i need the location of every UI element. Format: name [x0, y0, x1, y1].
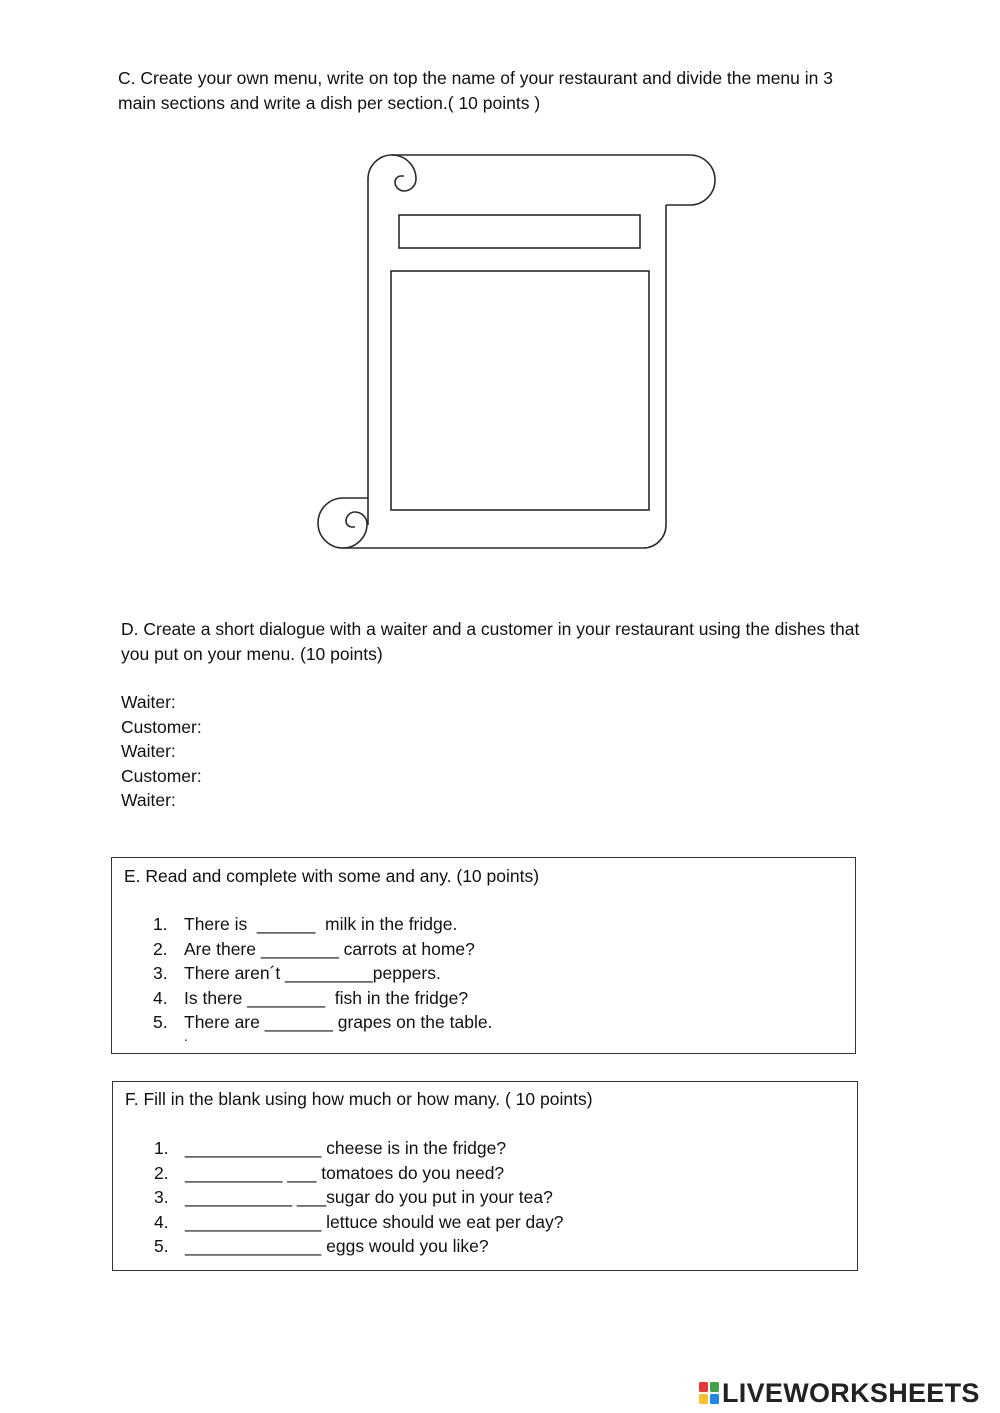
item-number: 1. [153, 914, 168, 934]
item-number: 3. [154, 1187, 169, 1207]
item-text: __________ ___ tomatoes do you need? [185, 1162, 505, 1183]
item-number: 3. [153, 963, 168, 983]
stray-period-mark: . [184, 1028, 188, 1044]
item-number: 1. [154, 1138, 169, 1158]
section-c-line-1: C. Create your own menu, write on top the name of your restaurant and divide the menu in 3 [118, 68, 833, 88]
item-text: There is ______ milk in the fridge. [184, 914, 458, 934]
section-f-box [112, 1081, 858, 1271]
menu-sections-box [391, 271, 649, 510]
item-number: 2. [153, 938, 168, 959]
liveworksheets-logo-icon [698, 1381, 720, 1405]
scroll-left-edge [368, 155, 392, 525]
section-e-title: E. Read and complete with some and any. (10 points) [124, 866, 540, 886]
section-d-instructions [121, 617, 859, 667]
section-d-line-1: D. Create a short dialogue with a waiter and a customer in your restaurant using the dishes that [121, 619, 860, 639]
section-f-title: F. Fill in the blank using how much or how many. ( 10 points) [125, 1089, 593, 1109]
item-text: Are there ________ carrots at home? [184, 938, 475, 959]
item-number: 2. [154, 1162, 169, 1183]
item-number: 4. [153, 987, 168, 1008]
item-number: 5. [154, 1236, 169, 1256]
item-number: 5. [153, 1012, 168, 1032]
menu-scroll-drawing [0, 0, 1000, 600]
dialogue-line-waiter: Waiter: [121, 790, 176, 810]
liveworksheets-logo-text: LIVEWORKSHEETS [722, 1377, 980, 1408]
logo-block-blue [710, 1394, 719, 1404]
scroll-bottom-curl [343, 512, 367, 548]
dialogue-lines [121, 690, 202, 813]
logo-block-yellow [699, 1394, 708, 1404]
logo-block-green [710, 1382, 719, 1392]
item-text: ______________ lettuce should we eat per day? [185, 1211, 564, 1232]
item-text: ___________ ___sugar do you put in your tea? [185, 1187, 553, 1207]
item-text: There are _______ grapes on the table. [184, 1012, 493, 1032]
dialogue-line-customer: Customer: [121, 765, 202, 786]
section-c-line-2: main sections and write a dish per section.( 10 points ) [118, 93, 541, 113]
dialogue-line-customer: Customer: [121, 716, 202, 737]
restaurant-name-box [399, 215, 640, 248]
liveworksheets-logo[interactable] [698, 1378, 980, 1408]
dialogue-line-waiter: Waiter: [121, 692, 176, 712]
scroll-top-curl [392, 155, 416, 191]
section-d-line-2: you put on your menu. (10 points) [121, 644, 383, 664]
item-text: ______________ cheese is in the fridge? [185, 1138, 507, 1158]
scroll-top-roll [392, 155, 715, 205]
logo-block-red [699, 1382, 708, 1392]
dialogue-line-waiter: Waiter: [121, 741, 176, 761]
item-number: 4. [154, 1211, 169, 1232]
item-text: There aren´t _________peppers. [184, 963, 441, 983]
section-e-box [111, 857, 856, 1054]
item-text: ______________ eggs would you like? [185, 1236, 489, 1256]
item-text: Is there ________ fish in the fridge? [184, 987, 469, 1008]
